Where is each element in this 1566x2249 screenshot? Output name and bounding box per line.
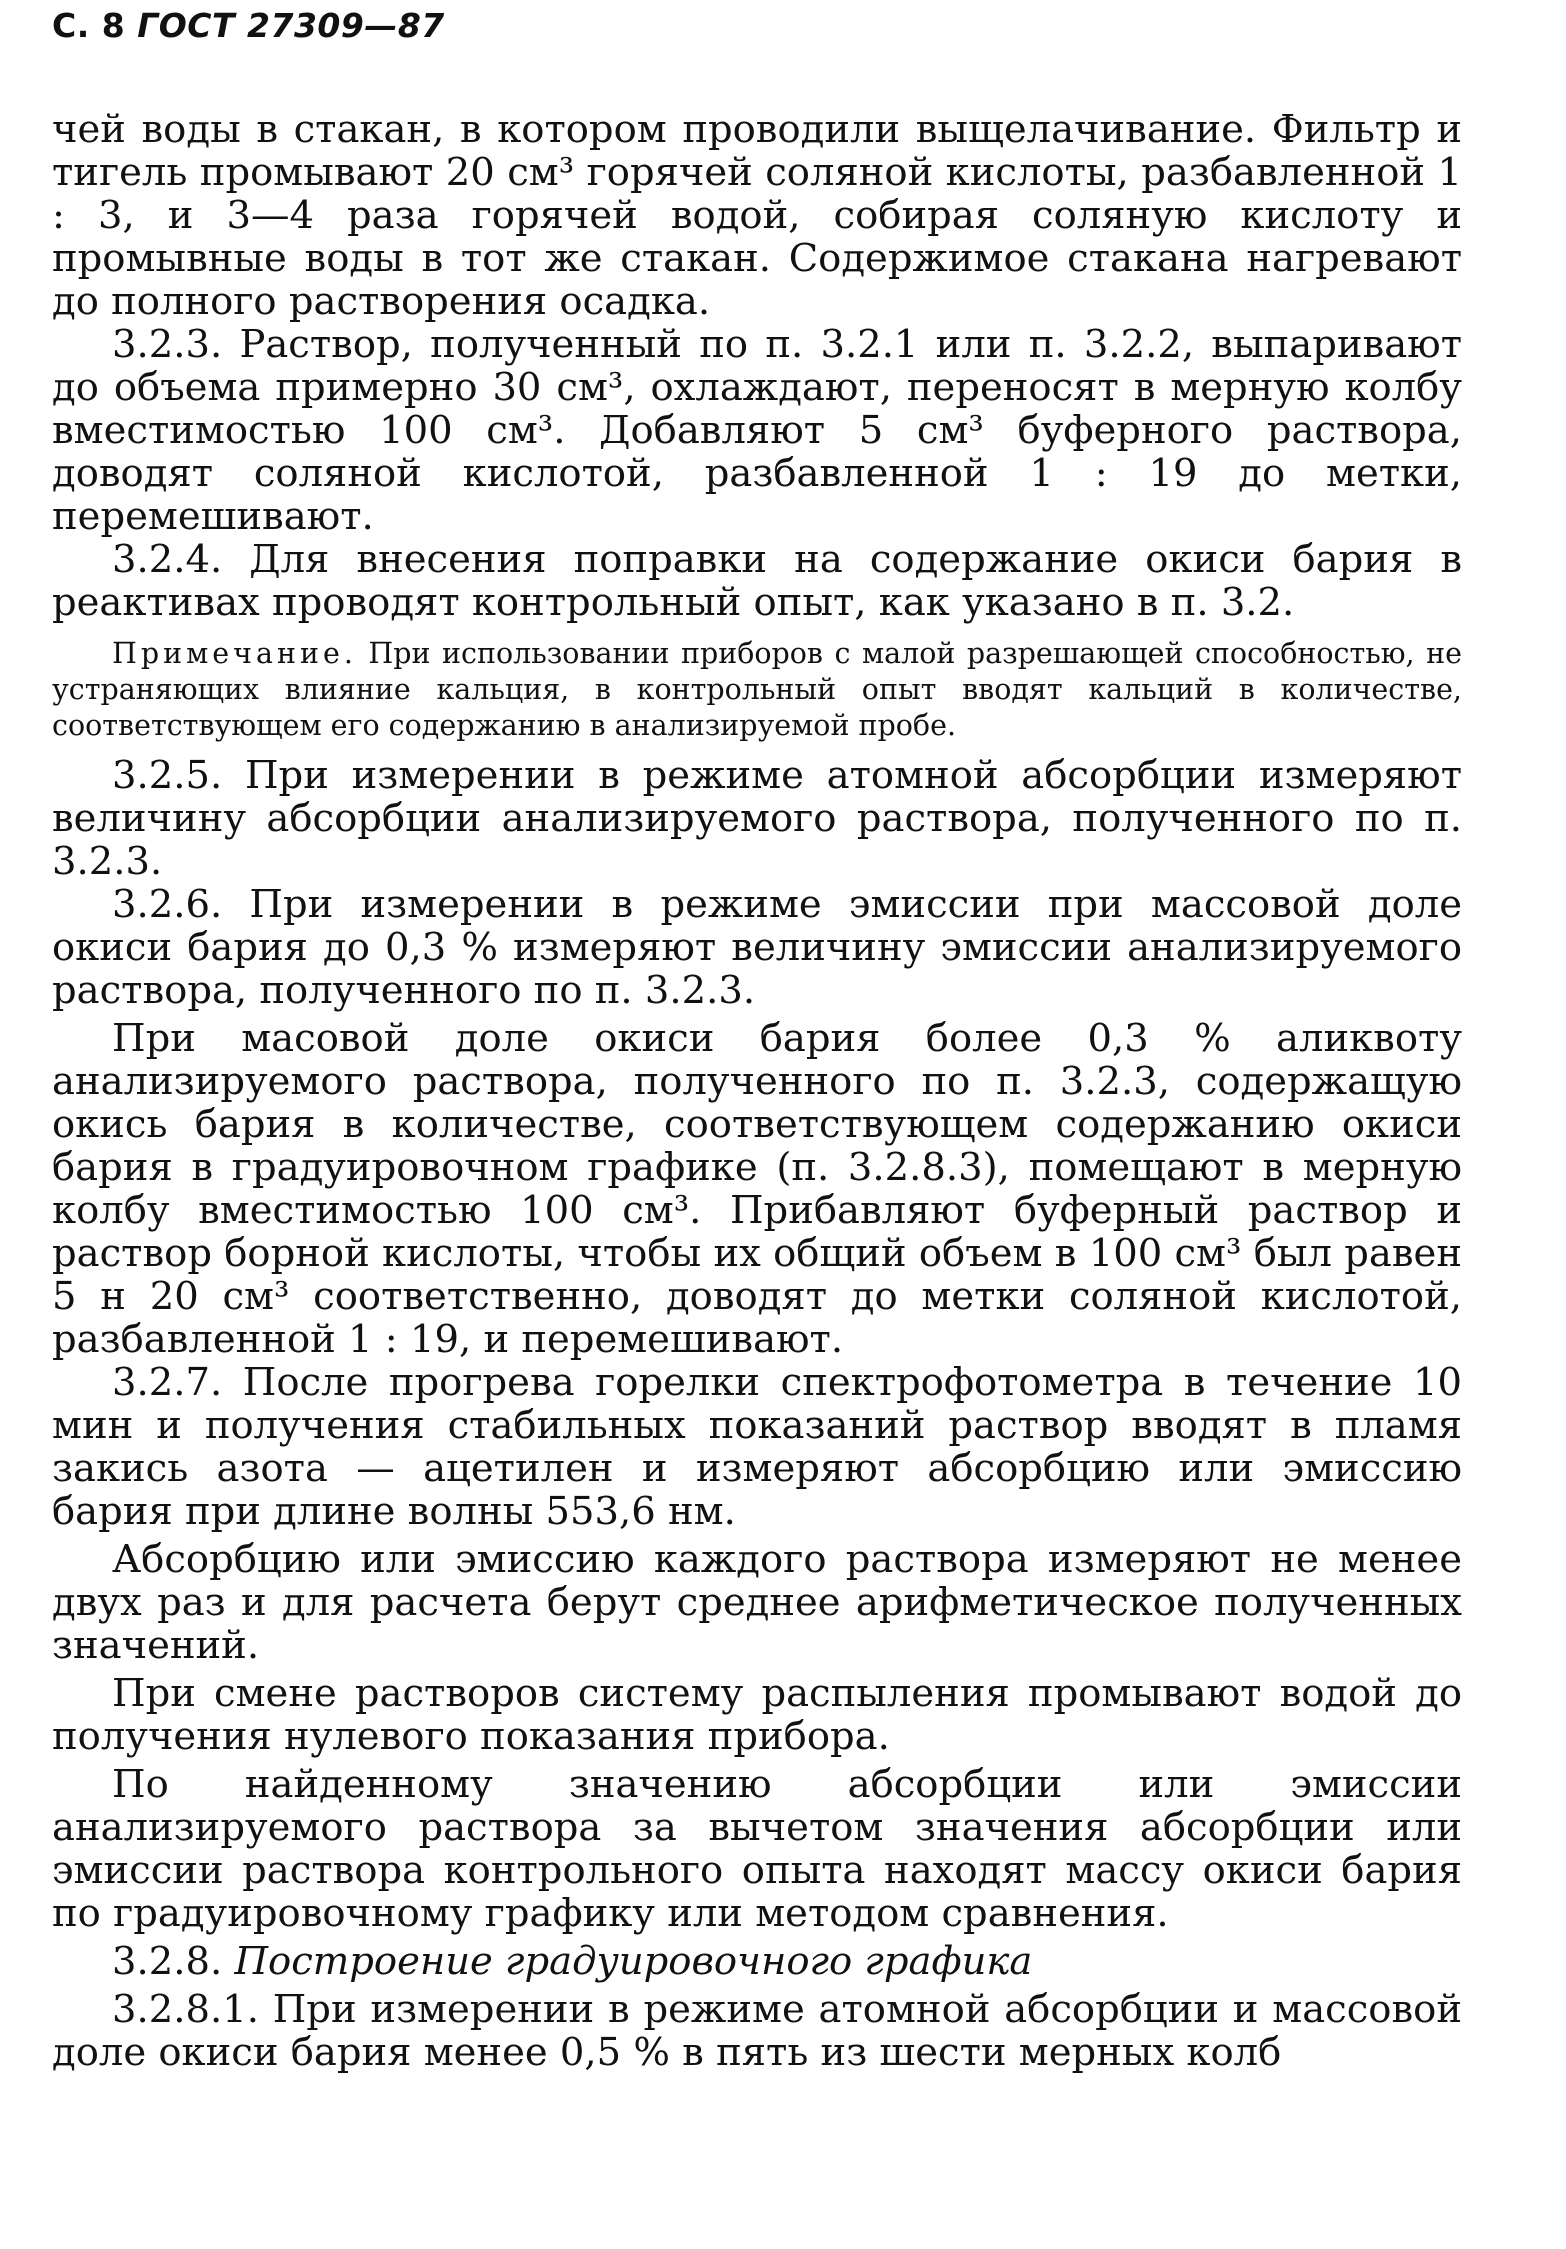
paragraph-3-2-8-1: 3.2.8.1. При измерении в режиме атомной абсорбции и массовой доле окиси бария менее 0,5 % в пять из шести мерных колб — [52, 1987, 1462, 2075]
running-head — [52, 6, 445, 45]
body-text — [52, 108, 1462, 2074]
note-label: Примечание. — [112, 637, 357, 670]
section-title: Построение градуировочного графика — [234, 1939, 1033, 1984]
page-number: С. 8 — [52, 6, 126, 45]
paragraph-3-2-3: 3.2.3. Раствор, полученный по п. 3.2.1 или п. 3.2.2, выпаривают до объема примерно 30 см³, охлаждают, переносят в мерную колбу вместимостью 100 см³. Добавляют 5 см³ буферного раствора, доводят соляной кислотой, разбавленной 1 : 19 до метки, перемешивают. — [52, 322, 1462, 539]
note-text: При использовании приборов с малой разрешающей способностью, не устраняющих влияние кальция, в контрольный опыт вводят кальций в количестве, соответствующем его содержанию в анализируемой пробе. — [52, 637, 1462, 742]
paragraph-rinse: При смене растворов систему распыления промывают водой до получения нулевого показания прибора. — [52, 1671, 1462, 1759]
paragraph-3-2-5: 3.2.5. При измерении в режиме атомной абсорбции измеряют величину абсорбции анализируемого раствора, полученного по п. 3.2.3. — [52, 753, 1462, 884]
section-number: 3.2.8. — [112, 1939, 235, 1984]
paragraph-continuation: чей воды в стакан, в котором проводили выщелачивание. Фильтр и тигель промывают 20 см³ горячей соляной кислоты, разбавленной 1 : 3, и 3—4 раза горячей водой, собирая соляную кислоту и промывные воды в тот же стакан. Содержимое стакана нагревают до полного растворения осадка. — [52, 107, 1462, 324]
note — [52, 636, 1462, 744]
paragraph-3-2-4: 3.2.4. Для внесения поправки на содержание окиси бария в реактивах проводят контрольный опыт, как указано в п. 3.2. — [52, 537, 1462, 625]
paragraph-3-2-6: 3.2.6. При измерении в режиме эмиссии при массовой доле окиси бария до 0,3 % измеряют величину эмиссии анализируемого раствора, полученного по п. 3.2.3. — [52, 882, 1462, 1013]
paragraph-3-2-7: 3.2.7. После прогрева горелки спектрофотометра в течение 10 мин и получения стабильных показаний раствор вводят в пламя закись азота — ацетилен и измеряют абсорбцию или эмиссию бария при длине волны 553,6 нм. — [52, 1360, 1462, 1534]
paragraph-calculation: По найденному значению абсорбции или эмиссии анализируемого раствора за вычетом значения абсорбции или эмиссии раствора контрольного опыта находят массу окиси бария по градуировочному графику или методом сравнения. — [52, 1762, 1462, 1936]
section-heading-3-2-8 — [52, 1940, 1462, 1983]
standard-designation: ГОСТ 27309—87 — [137, 6, 445, 45]
paragraph-high-concentration: При масовой доле окиси бария более 0,3 % аликвоту анализируемого раствора, полученного по п. 3.2.3, содержащую окись бария в количестве, соответствующем содержанию окиси бария в градуировочном графике (п. 3.2.8.3), помещают в мерную колбу вместимостью 100 см³. Прибавляют буферный раствор и раствор борной кислоты, чтобы их общий объем в 100 см³ был равен 5 н 20 см³ соответственно, доводят до метки соляной кислотой, разбавленной 1 : 19, и перемешивают. — [52, 1016, 1462, 1362]
paragraph-repeat-measurement: Абсорбцию или эмиссию каждого раствора измеряют не менее двух раз и для расчета берут среднее арифметическое полученных значений. — [52, 1537, 1462, 1668]
